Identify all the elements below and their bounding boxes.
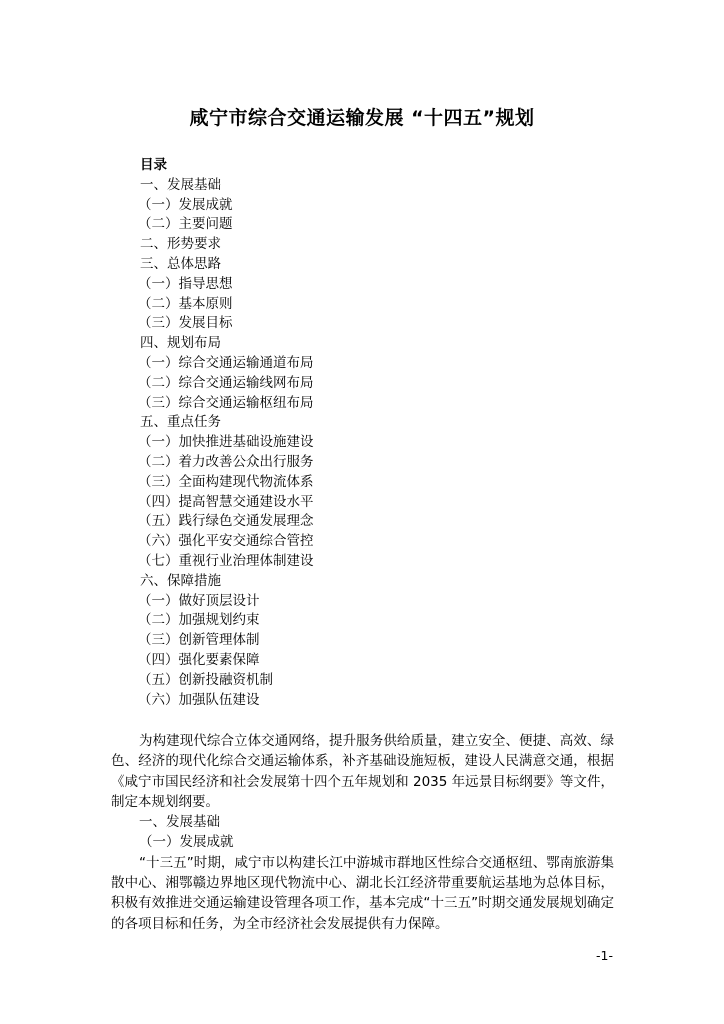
document-title: 咸宁市综合交通运输发展 “十四五”规划: [189, 107, 535, 129]
toc-section-item: 六、保障措施: [140, 572, 221, 589]
toc-subsection-item: （二）加强规划约束: [138, 612, 260, 629]
achievement-paragraph: “十三五”时期，咸宁市以构建长江中游城市群地区性综合交通枢纽、鄂南旅游集散中心、湘鄂赣边界地区现代物流中心、湖北长江经济带重要航运基地为总体目标，积极有效推进交通运输建设管理各项工作，基本完成“十三五”时期交通发展规划确定的各项目标和任务，为全市经济社会发展提供有力保障。: [111, 854, 614, 932]
toc-subsection-item: （三）创新管理体制: [138, 632, 260, 649]
table-of-contents: [140, 156, 620, 710]
toc-subsection-item: （二）基本原则: [138, 295, 233, 312]
subsection-heading: （一）发展成就: [139, 834, 234, 851]
toc-section-item: 二、形势要求: [140, 236, 221, 253]
toc-list: [140, 176, 620, 711]
toc-subsection-item: （二）主要问题: [138, 216, 233, 233]
toc-subsection-item: （一）加快推进基础设施建设: [138, 434, 314, 451]
toc-subsection-item: （一）发展成就: [138, 196, 233, 213]
page-number: -1-: [596, 948, 613, 963]
toc-section-item: 一、发展基础: [140, 176, 221, 193]
toc-subsection-item: （三）发展目标: [138, 315, 233, 332]
toc-subsection-item: （五）践行绿色交通发展理念: [138, 513, 314, 530]
toc-subsection-item: （五）创新投融资机制: [138, 671, 273, 688]
toc-subsection-item: （七）重视行业治理体制建设: [138, 552, 314, 569]
toc-subsection-item: （四）强化要素保障: [138, 651, 260, 668]
document-body: [111, 731, 614, 934]
toc-subsection-item: （四）提高智慧交通建设水平: [138, 493, 314, 510]
section-heading: 一、发展基础: [139, 814, 220, 831]
toc-section-item: 三、总体思路: [140, 255, 221, 272]
toc-subsection-item: （一）做好顶层设计: [138, 592, 260, 609]
toc-heading: 目录: [140, 157, 167, 173]
toc-subsection-item: （六）加强队伍建设: [138, 691, 260, 708]
toc-section-item: 五、重点任务: [140, 414, 221, 431]
toc-subsection-item: （一）综合交通运输通道布局: [138, 354, 314, 371]
toc-subsection-item: （二）着力改善公众出行服务: [138, 453, 314, 470]
toc-subsection-item: （六）强化平安交通综合管控: [138, 533, 314, 550]
toc-subsection-item: （二）综合交通运输线网布局: [138, 374, 314, 391]
toc-subsection-item: （一）指导思想: [138, 275, 233, 292]
intro-paragraph: 为构建现代综合立体交通网络，提升服务供给质量，建立安全、便捷、高效、绿色、经济的现代化综合交通运输体系，补齐基础设施短板，建设人民满意交通，根据《咸宁市国民经济和社会发展第十四个五年规划和 2035 年远景目标纲要》等文件，制定本规划纲要。: [111, 733, 614, 810]
toc-subsection-item: （三）综合交通运输枢纽布局: [138, 394, 314, 411]
toc-section-item: 四、规划布局: [140, 335, 221, 352]
toc-subsection-item: （三）全面构建现代物流体系: [138, 473, 314, 490]
